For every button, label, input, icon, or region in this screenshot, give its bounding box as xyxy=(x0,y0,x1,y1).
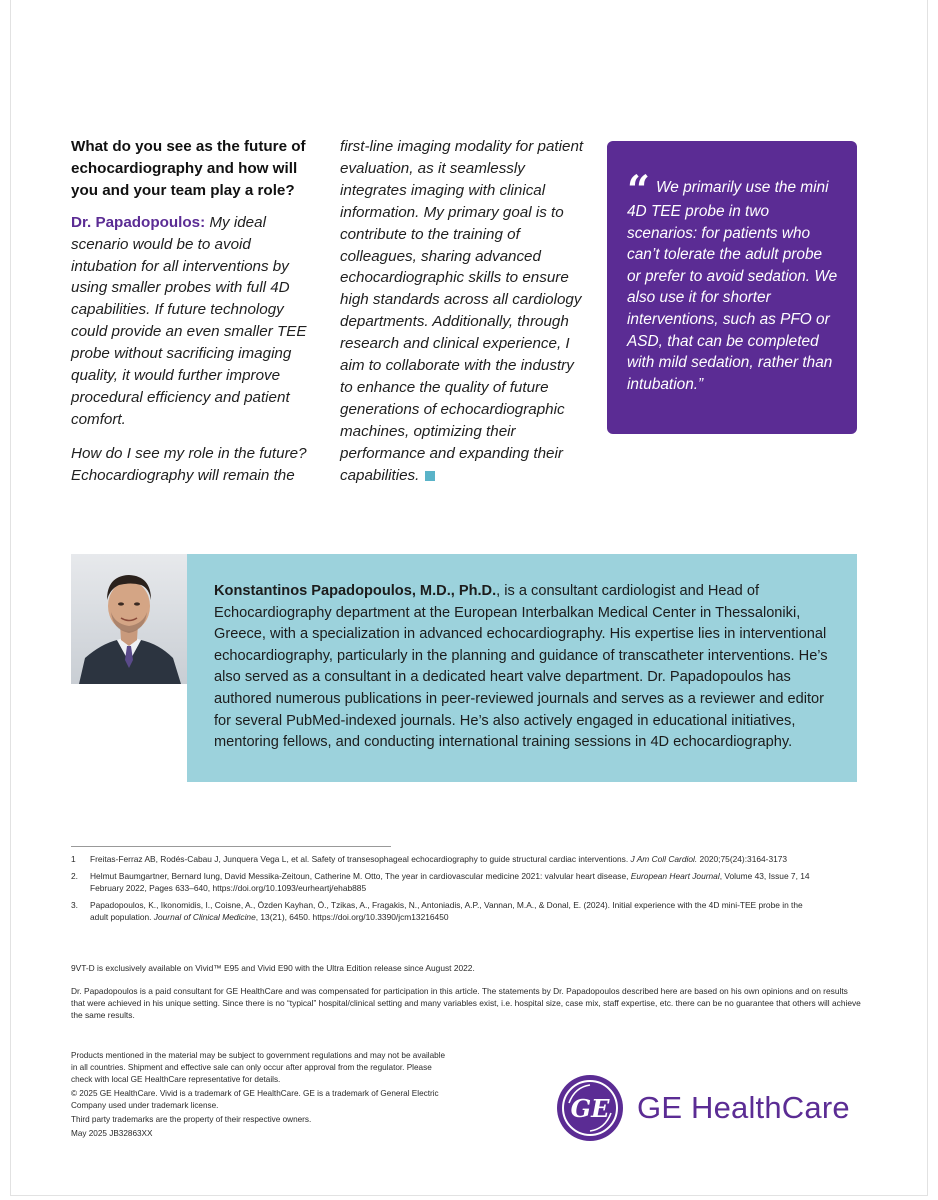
copyright-note: © 2025 GE HealthCare. Vivid is a trademark of GE HealthCare. GE is a trademark of General Electric Company used under trademark license. xyxy=(71,1089,439,1110)
ge-monogram-icon xyxy=(555,1073,625,1143)
end-mark-icon xyxy=(425,471,435,481)
trademark-note: Third party trademarks are the property of their respective owners. xyxy=(71,1115,312,1124)
portrait-image xyxy=(71,554,187,684)
answer-text: My ideal scenario would be to avoid intubation for all interventions by using smaller probes with full 4D capabilities. If future technology could provide an even smaller TEE probe without sacrificing imaging quality, it would further improve procedural efficiency and patient comfort. xyxy=(71,213,307,428)
reference-number: 3. xyxy=(71,900,78,910)
regulations-note: Products mentioned in the material may be subject to government regulations and may not be available in all countries. Shipment and effective sale can only occur after approval from the regulator. Please check with local GE HealthCare representative for details. xyxy=(71,1051,446,1084)
ge-healthcare-logo xyxy=(555,1073,855,1143)
reference-text: Freitas-Ferraz AB, Rodés-Cabau J, Junquera Vega L, et al. Safety of transesophageal echocardiography to guide structural cardiac interventions. xyxy=(90,854,631,864)
bio-text: , is a consultant cardiologist and Head of Echocardiography department at the European Interbalkan Medical Center in Thessaloniki, Greece, with a specialization in advanced echocardiography. His expertise lies in interventional echocardiography, particularly in the planning and guidance of transcatheter interventions. He’s also served as a consultant in a dedicated heart valve department. Dr. Papadopoulos has authored numerous publications in peer-reviewed journals and serves as a reviewer and editor for several PubMed-indexed journals. He’s also actively engaged in educational initiatives, mentoring fellows, and conducting international training sessions in 4D echocardiography. xyxy=(214,583,828,751)
reference-number: 2. xyxy=(71,871,78,881)
references-divider xyxy=(71,846,391,847)
reference-source: Journal of Clinical Medicine xyxy=(153,912,256,922)
consultant-disclaimer: Dr. Papadopoulos is a paid consultant for GE HealthCare and was compensated for participation in this article. The statements by Dr. Papadopoulos described here are based on his own opinions and on results that were achieved in his unique setting. Since there is no “typical” hospital/clinical setting and many variables exist, i.e. hospital size, case mix, staff expertise, etc. there can be no guarantee that others will achieve the same results. xyxy=(71,986,861,1020)
speaker-label: Dr. Papadopoulos: xyxy=(71,213,206,231)
legal-block xyxy=(71,1050,446,1142)
quote-mark-icon: “ xyxy=(627,167,651,214)
document-id: May 2025 JB32863XX xyxy=(71,1129,153,1138)
ge-monogram-text: GE xyxy=(570,1094,610,1123)
author-name: Konstantinos Papadopoulos, M.D., Ph.D. xyxy=(214,583,497,599)
reference-source: European Heart Journal xyxy=(630,871,720,881)
interview-question: What do you see as the future of echocardiography and how will you and your team play a role? xyxy=(71,138,306,199)
reference-tail: 2020;75(24):3164-3173 xyxy=(697,854,788,864)
author-portrait xyxy=(71,554,187,684)
reference-text: Papadopoulos, K., Ikonomidis, I., Coisne, A., Özden Kayhan, Ö., Tzikas, A., Fragakis, N., Antoniadis, A.P., Vannan, M.A., & Donal, E. (2024). Initial experience with the 4D mini-TEE probe in the adult population. xyxy=(90,900,803,922)
interview-answer xyxy=(71,212,316,431)
availability-note: 9VT-D is exclusively available on Vivid™ E95 and Vivid E90 with the Ultra Edition release since August 2022. xyxy=(71,963,475,973)
reference-tail: , Volume 43, Issue 7, 14 February 2022, Pages 633–640, https://doi.org/10.1093/eurheartj/ehab885 xyxy=(90,871,810,893)
reference-item xyxy=(71,853,821,865)
article-column-1 xyxy=(71,136,316,487)
reference-source: J Am Coll Cardiol. xyxy=(630,854,698,864)
brand-name: GE HealthCare xyxy=(637,1090,850,1125)
reference-item xyxy=(71,870,821,894)
references-list xyxy=(71,853,821,928)
pull-quote-text: We primarily use the mini 4D TEE probe in two scenarios: for patients who can’t tolerate the adult probe or prefer to avoid sedation. We also use it for shorter interventions, such as PFO or ASD, that can be completed with mild sedation, rather than intubation.” xyxy=(627,179,838,393)
reference-item xyxy=(71,899,821,923)
answer-continued-col2 xyxy=(340,136,586,487)
reference-number: 1 xyxy=(71,854,76,864)
reference-tail: , 13(21), 6450. https://doi.org/10.3390/jcm13216450 xyxy=(255,912,449,922)
answer-continued-text: first-line imaging modality for patient evaluation, as it seamlessly integrates imaging with clinical information. My primary goal is to contribute to the training of colleagues, sharing advanced echocardiographic skills to ensure high standards across all cardiology departments. Additionally, through research and clinical experience, I aim to collaborate with the industry to enhance the quality of future generations of echocardiographic machines, optimizing their performance and expanding their capabilities. xyxy=(340,138,584,484)
author-bio xyxy=(187,554,857,782)
article-column-2 xyxy=(340,136,586,487)
pull-quote xyxy=(607,141,857,434)
reference-text: Helmut Baumgartner, Bernard Iung, David Messika-Zeitoun, Catherine M. Otto, The year in cardiovascular medicine 2021: valvular heart disease, xyxy=(90,871,631,881)
answer-continued: How do I see my role in the future? Echocardiography will remain the xyxy=(71,444,307,484)
